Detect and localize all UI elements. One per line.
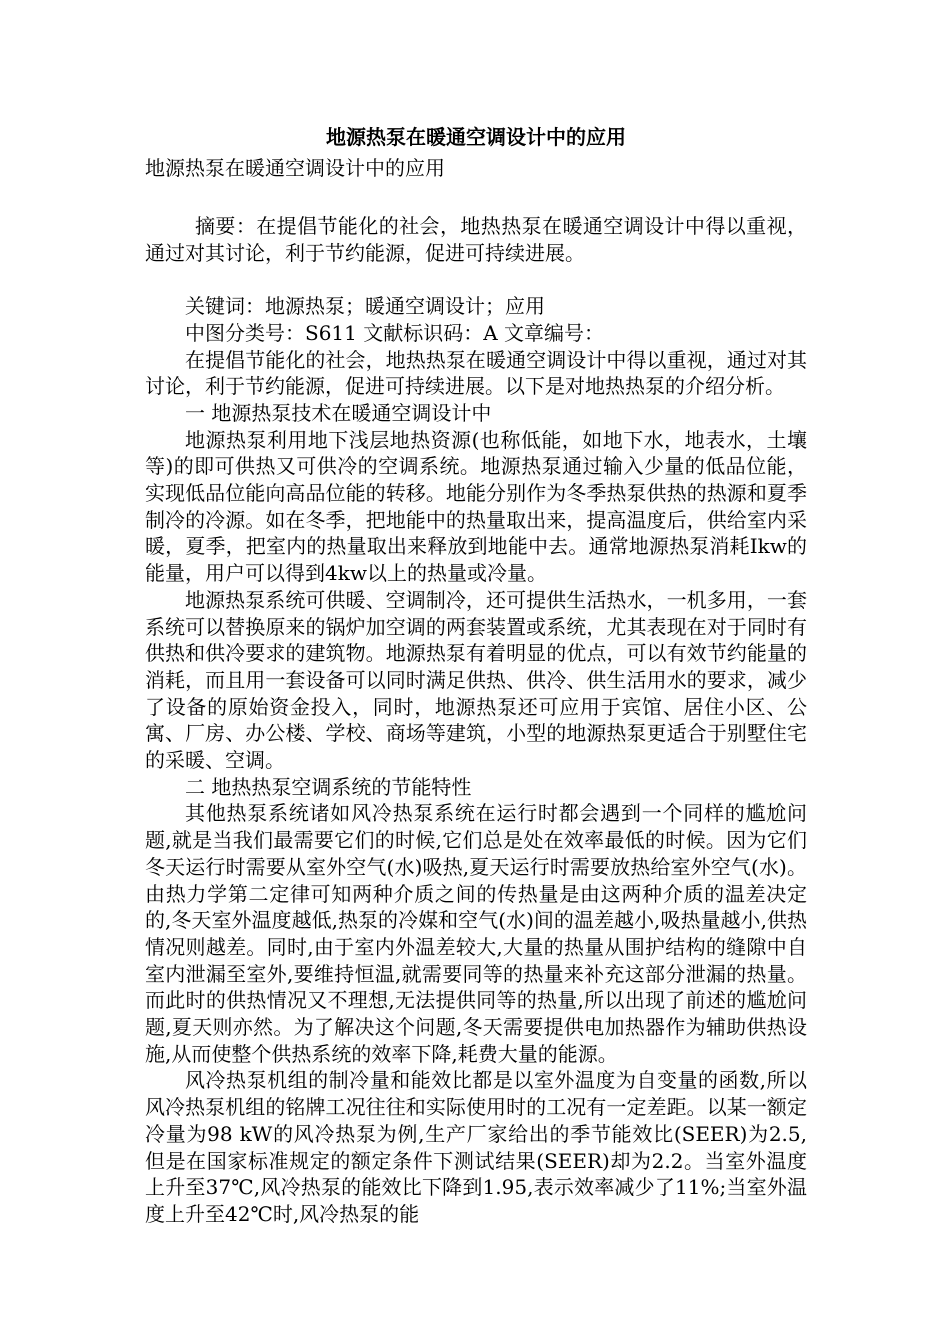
document-page bbox=[145, 121, 807, 1228]
section-heading-2: 二 地热热泵空调系统的节能特性 bbox=[185, 774, 472, 799]
document-subtitle: 地源热泵在暖通空调设计中的应用 bbox=[145, 156, 445, 180]
document-title: 地源热泵在暖通空调设计中的应用 bbox=[326, 125, 626, 149]
keywords-line: 关键词：地源热泵；暖通空调设计；应用 bbox=[185, 294, 545, 319]
abstract-paragraph: 摘要：在提倡节能化的社会，地热热泵在暖通空调设计中得以重视，通过对其讨论，利于节约能源，促进可持续进展。 bbox=[145, 214, 807, 265]
section-heading-1: 一 地源热泵技术在暖通空调设计中 bbox=[185, 400, 492, 425]
section2-paragraph-2: 风冷热泵机组的制冷量和能效比都是以室外温度为自变量的函数,所以风冷热泵机组的铭牌工况往往和实际使用时的工况有一定差距。以某一额定冷量为98 kW的风冷热泵为例,生产厂家给出的季节能效比(SEER)为2.5,但是在国家标准规定的额定条件下测试结果(SEER)却为2.2。当室外温度上升至37℃,风冷热泵的能效比下降到1.95,表示效率减少了11%;当室外温度上升至42℃时,风冷热泵的能 bbox=[145, 1068, 807, 1226]
section1-paragraph-2: 地源热泵系统可供暖、空调制冷，还可提供生活热水，一机多用，一套系统可以替换原来的锅炉加空调的两套装置或系统，尤其表现在对于同时有供热和供冷要求的建筑物。地源热泵有着明显的优点，可以有效节约能量的消耗，而且用一套设备可以同时满足供热、供冷、供生活用水的要求，减少了设备的原始资金投入，同时，地源热泵还可应用于宾馆、居住小区、公寓、厂房、办公楼、学校、商场等建筑，小型的地源热泵更适合于别墅住宅的采暖、空调。 bbox=[145, 587, 807, 773]
section1-paragraph-1: 地源热泵利用地下浅层地热资源(也称低能，如地下水，地表水，土壤等)的即可供热又可供冷的空调系统。地源热泵通过输入少量的低品位能，实现低品位能向高品位能的转移。地能分别作为冬季热泵供热的热源和夏季制冷的冷源。如在冬季，把地能中的热量取出来，提高温度后，供给室内采暖，夏季，把室内的热量取出来释放到地能中去。通常地源热泵消耗Ikw的能量，用户可以得到4kw以上的热量或冷量。 bbox=[145, 427, 807, 586]
section2-paragraph-1: 其他热泵系统诸如风冷热泵系统在运行时都会遇到一个同样的尴尬问题,就是当我们最需要它们的时候,它们总是处在效率最低的时候。因为它们冬天运行时需要从室外空气(水)吸热,夏天运行时需要放热给室外空气(水)。由热力学第二定律可知两种介质之间的传热量是由这两种介质的温差决定的,冬天室外温度越低,热泵的冷媒和空气(水)间的温差越小,吸热量越小,供热情况则越差。同时,由于室内外温差较大,大量的热量从围护结构的缝隙中自室内泄漏至室外,要维持恒温,就需要同等的热量来补充这部分泄漏的热量。而此时的供热情况又不理想,无法提供同等的热量,所以出现了前述的尴尬问题,夏天则亦然。为了解决这个问题,冬天需要提供电加热器作为辅助供热设施,从而使整个供热系统的效率下降,耗费大量的能源。 bbox=[145, 801, 807, 1066]
classification-line: 中图分类号：S611 文献标识码：A 文章编号： bbox=[185, 320, 605, 345]
intro-paragraph: 在提倡节能化的社会，地热热泵在暖通空调设计中得以重视，通过对其讨论，利于节约能源，促进可持续进展。以下是对地热热泵的介绍分析。 bbox=[145, 347, 807, 399]
